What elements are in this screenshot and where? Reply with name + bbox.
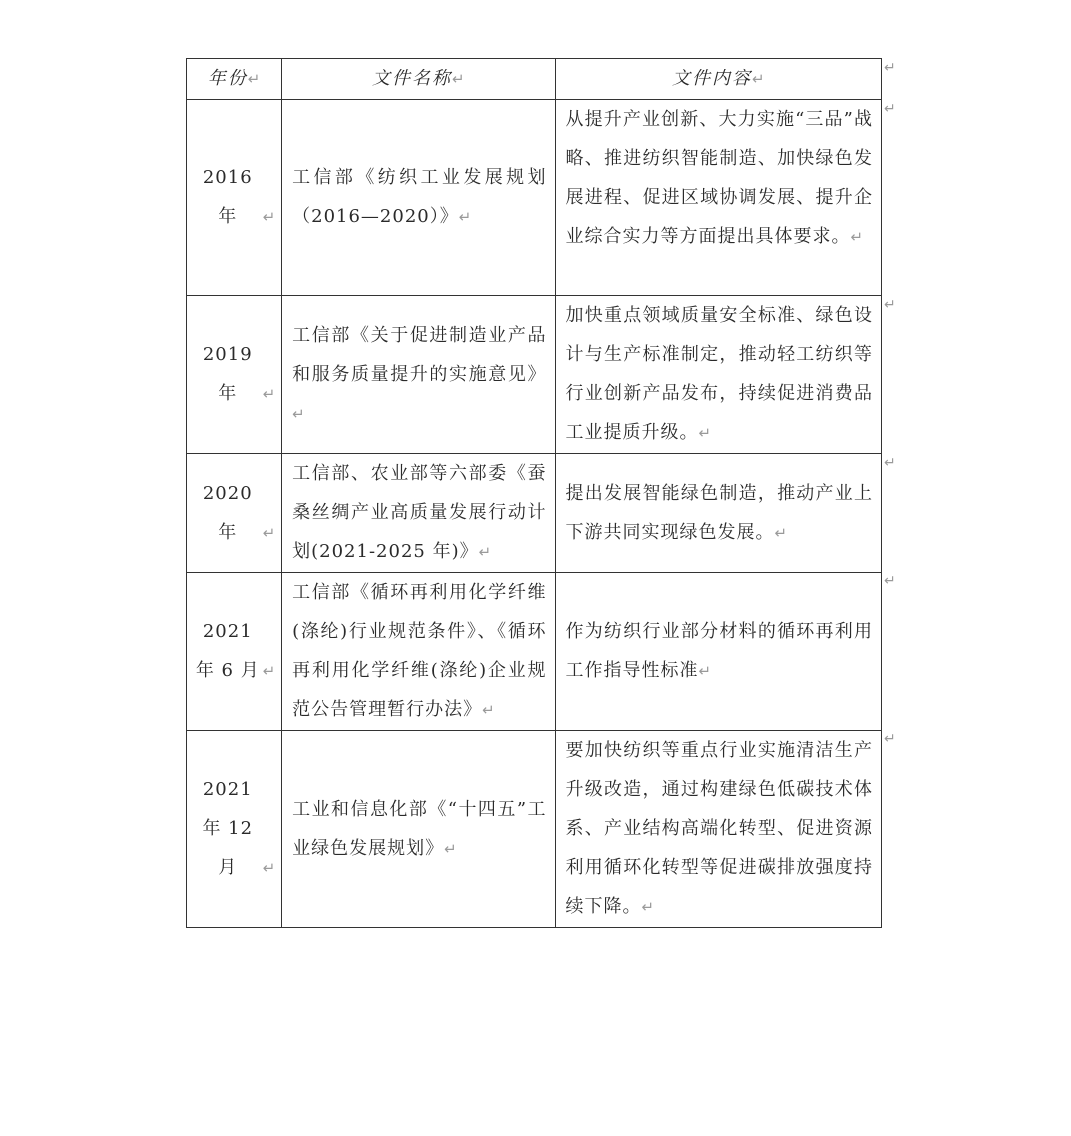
document-name-cell: 工信部《循环再利用化学纤维(涤纶)行业规范条件》、《循环再利用化学纤维(涤纶)企业规范公告管理暂行办法》↵	[282, 573, 555, 731]
document-content-cell: 作为纺织行业部分材料的循环再利用工作指导性标准↵	[555, 573, 881, 731]
document-name-cell: 工信部《纺织工业发展规划（2016—2020）》↵	[282, 100, 555, 296]
table-header-row	[187, 59, 882, 100]
year-cell: 2019 年 ↵	[187, 296, 282, 454]
table-row	[187, 731, 882, 928]
document-content-cell: 从提升产业创新、大力实施“三品”战略、推进纺织智能制造、加快绿色发展进程、促进区域协调发展、提升企业综合实力等方面提出具体要求。↵	[555, 100, 881, 296]
table-row	[187, 296, 882, 454]
year-cell: 2021 年 12 月 ↵	[187, 731, 282, 928]
row-end-mark: ↵	[884, 573, 896, 589]
document-name-cell: 工业和信息化部《“十四五”工业绿色发展规划》↵	[282, 731, 555, 928]
row-end-mark: ↵	[884, 731, 896, 747]
header-year: 年份↵	[187, 59, 282, 100]
document-name-cell: 工信部、农业部等六部委《蚕桑丝绸产业高质量发展行动计划(2021-2025 年)》↵	[282, 454, 555, 573]
header-document-content: 文件内容↵	[555, 59, 881, 100]
header-document-name: 文件名称↵	[282, 59, 555, 100]
document-content-cell: 提出发展智能绿色制造，推动产业上下游共同实现绿色发展。↵	[555, 454, 881, 573]
policy-document-table	[186, 58, 882, 928]
row-end-mark: ↵	[884, 60, 896, 76]
document-name-cell: 工信部《关于促进制造业产品和服务质量提升的实施意见》↵	[282, 296, 555, 454]
table-row	[187, 100, 882, 296]
year-cell: 2020 年 ↵	[187, 454, 282, 573]
year-cell: 2021 年 6 月 ↵	[187, 573, 282, 731]
table-row	[187, 573, 882, 731]
row-end-mark: ↵	[884, 101, 896, 117]
table-row	[187, 454, 882, 573]
document-content-cell: 要加快纺织等重点行业实施清洁生产升级改造，通过构建绿色低碳技术体系、产业结构高端化转型、促进资源利用循环化转型等促进碳排放强度持续下降。↵	[555, 731, 881, 928]
year-cell: 2016 年 ↵	[187, 100, 282, 296]
row-end-mark: ↵	[884, 455, 896, 471]
document-content-cell: 加快重点领域质量安全标准、绿色设计与生产标准制定，推动轻工纺织等行业创新产品发布，持续促进消费品工业提质升级。↵	[555, 296, 881, 454]
row-end-mark: ↵	[884, 297, 896, 313]
